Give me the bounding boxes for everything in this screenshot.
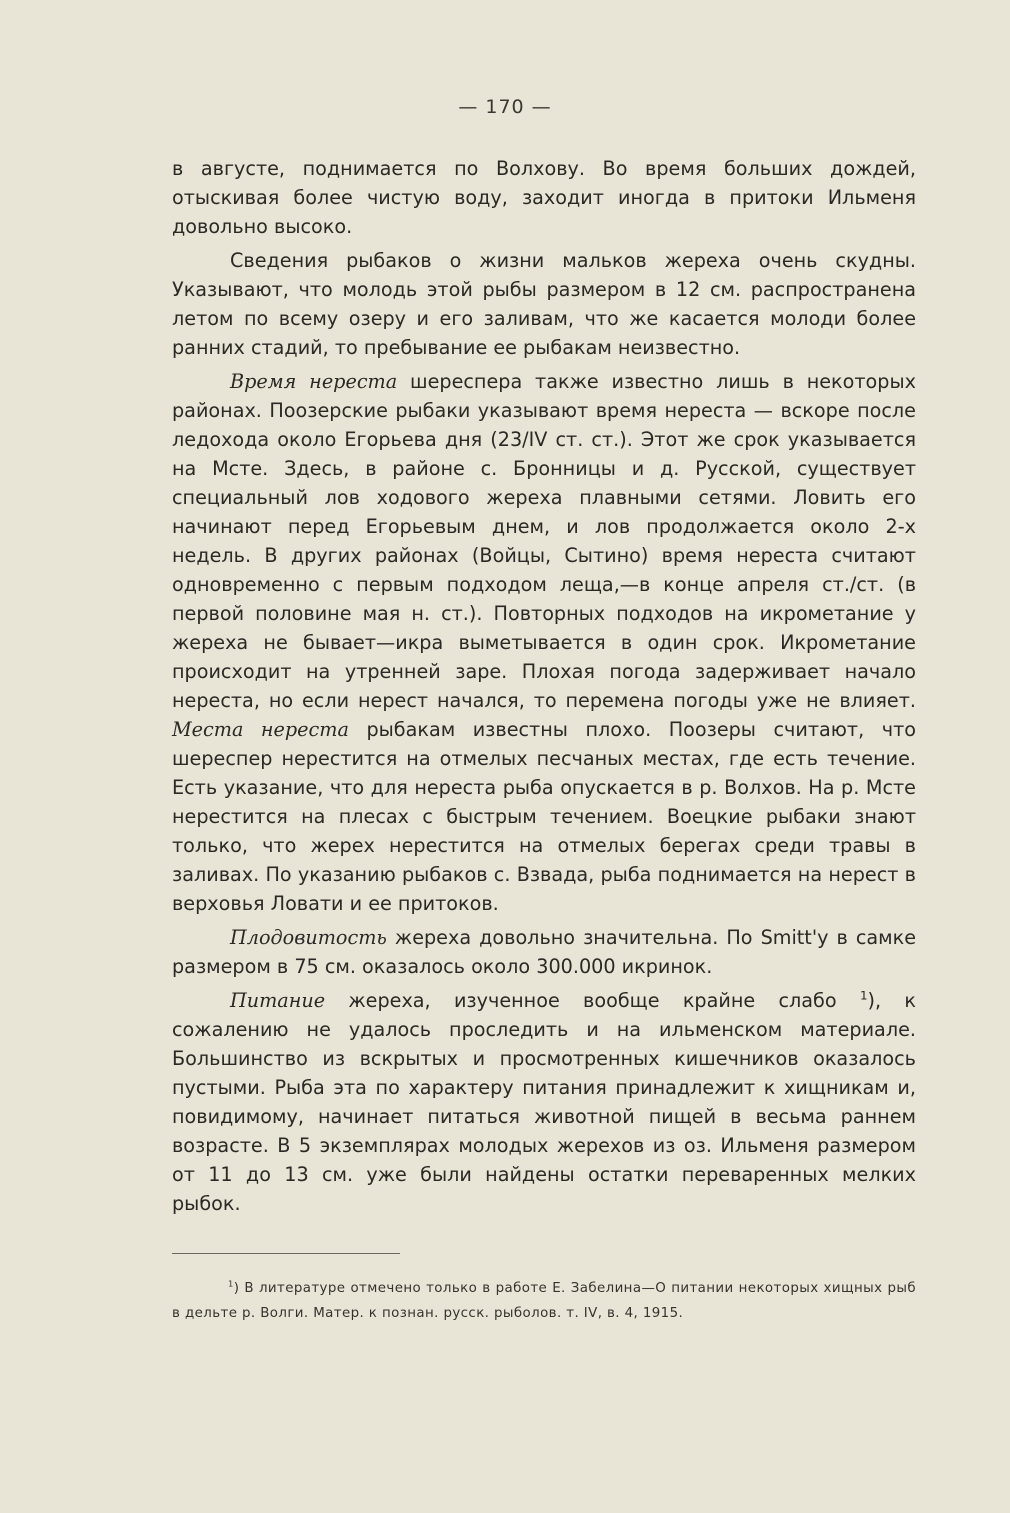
paragraph-3-text-2: рыбакам известны плохо. Поозеры считают, что шереспер нерестится на отмелых песчаных местах, где есть течение. Есть указание, что для нереста рыба опускается в р. Волхов. На р. Мсте нерестится на плесах с быстрым течением. Воецкие рыбаки знают только, что жерех нерестится на отмелых берегах среди травы в заливах. По указанию рыбаков с. Взвада, рыба поднимается на нерест в верховья Ловати и ее притоков. <box>172 718 916 915</box>
footnote-text: ) В литературе отмечено только в работе Е. Забелина—О питании некоторых хищных рыб в дельте р. Волги. Матер. к познан. русск. рыболов. т. IV, в. 4, 1915. <box>172 1281 916 1321</box>
spawning-time-heading: Время нереста <box>230 370 398 393</box>
footnote-marker: 1 <box>228 1278 234 1289</box>
paragraph-3-text-1: шереспера также известно лишь в некоторых районах. Поозерские рыбаки указывают время нереста — вскоре после ледохода около Егорьева дня (23/IV ст. ст.). Этот же срок указывается на Мсте. Здесь, в районе с. Бронницы и д. Русской, существует специальный лов ходового жереха плавными сетями. Ловить его начинают перед Егорьевым днем, и лов продолжается около 2-х недель. В других районах (Войцы, Сытино) время нереста считают одновременно с первым подходом леща,—в конце апреля ст./ст. (в первой половине мая н. ст.). Повторных подходов на икрометание у жереха не бывает—икра выметывается в один срок. Икрометание происходит на утренней заре. Плохая погода задерживает начало нереста, но если нерест начался, то перемена погоды уже не влияет. <box>172 370 916 712</box>
footnote-reference: 1 <box>859 988 868 1003</box>
footnote-separator <box>172 1253 400 1254</box>
paragraph-5 <box>172 986 916 1218</box>
fertility-heading: Плодовитость <box>230 926 387 949</box>
paragraph-5-text-2: ), к сожалению не удалось проследить и на ильменском материале. Большинство из вскрытых и просмотренных кишечников оказалось пустыми. Рыба эта по характеру питания принадлежит к хищникам и, повидимому, начинает питаться животной пищей в весьма раннем возрасте. В 5 экземплярах молодых жерехов из оз. Ильменя размером от 11 до 13 см. уже были найдены остатки переваренных мелких рыбок. <box>172 989 916 1215</box>
paragraph-5-text-1: жереха, изученное вообще крайне слабо <box>325 989 860 1012</box>
paragraph-4 <box>172 923 916 981</box>
paragraph-1-text: в августе, поднимается по Волхову. Во время больших дождей, отыскивая более чистую воду, заходит иногда в притоки Ильменя довольно высоко. <box>172 157 916 238</box>
paragraph-2 <box>172 246 916 362</box>
paragraph-1 <box>172 154 916 241</box>
footnote <box>172 1276 916 1326</box>
main-text <box>172 154 916 1223</box>
paragraph-2-text: Сведения рыбаков о жизни мальков жереха очень скудны. Указывают, что молодь этой рыбы размером в 12 см. распространена летом по всему озеру и его заливам, что же касается молоди более ранних стадий, то пребывание ее рыбакам неизвестно. <box>172 249 916 359</box>
spawning-places-heading: Места нереста <box>172 718 349 741</box>
page-number: — 170 — <box>458 96 552 118</box>
nutrition-heading: Питание <box>230 989 326 1012</box>
paragraph-3 <box>172 367 916 918</box>
paragraph-4-text: жереха довольно значительна. По Smitt'y в самке размером в 75 см. оказалось около 300.000 икринок. <box>172 926 916 978</box>
